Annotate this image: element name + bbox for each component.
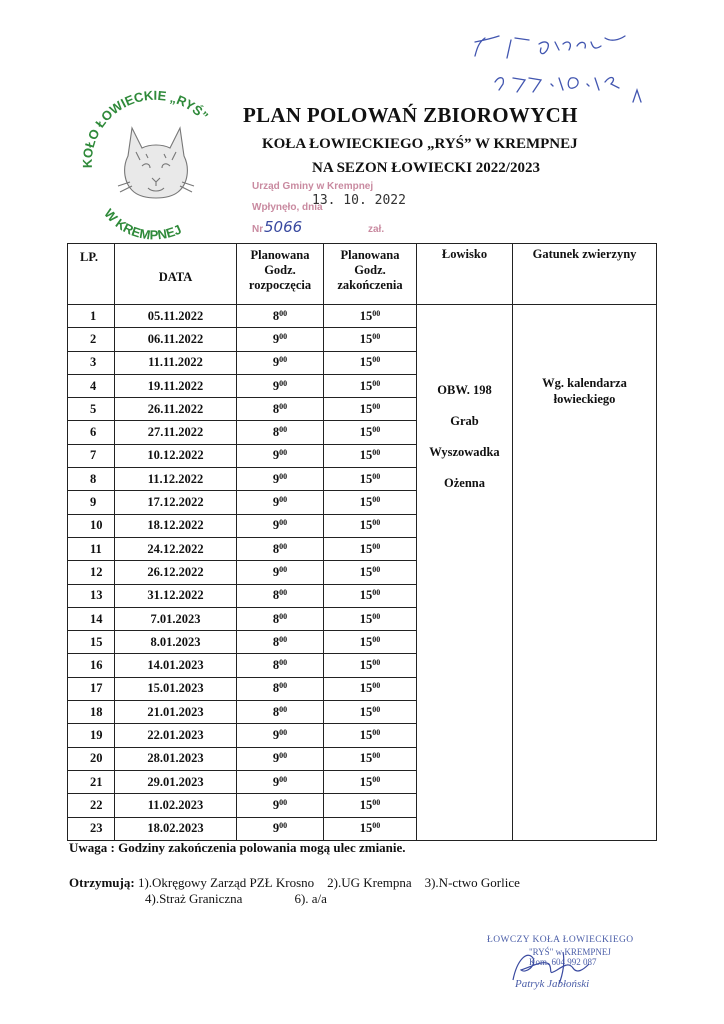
- recipients-label: Otrzymują:: [69, 875, 135, 890]
- row-end-time: $15^{00}$: [324, 514, 417, 537]
- row-start-time: $9^{00}$: [237, 747, 324, 770]
- row-lp: 23: [68, 817, 115, 840]
- row-date: 19.11.2022: [115, 374, 237, 397]
- row-end-time: $15^{00}$: [324, 561, 417, 584]
- row-lp: 19: [68, 724, 115, 747]
- row-date: 15.01.2023: [115, 677, 237, 700]
- row-date: 11.02.2023: [115, 794, 237, 817]
- row-date: 11.12.2022: [115, 468, 237, 491]
- row-lp: 1: [68, 305, 115, 328]
- row-end-time: $15^{00}$: [324, 584, 417, 607]
- note-text: Uwaga : Godziny zakończenia polowania mogą ulec zmianie.: [69, 840, 406, 855]
- row-date: 11.11.2022: [115, 351, 237, 374]
- row-date: 7.01.2023: [115, 607, 237, 630]
- row-start-time: $8^{00}$: [237, 654, 324, 677]
- row-start-time: $8^{00}$: [237, 677, 324, 700]
- handwritten-note: [455, 28, 685, 108]
- row-end-time: $15^{00}$: [324, 305, 417, 328]
- row-start-time: $9^{00}$: [237, 468, 324, 491]
- row-end-time: $15^{00}$: [324, 770, 417, 793]
- row-start-time: $9^{00}$: [237, 770, 324, 793]
- stamp-office: Urząd Gminy w Krempnej: [252, 181, 374, 192]
- recipients-line-1: [69, 875, 520, 891]
- stamp-number-label: Nr: [252, 224, 264, 235]
- row-date: 22.01.2023: [115, 724, 237, 747]
- row-start-time: $9^{00}$: [237, 374, 324, 397]
- signature-stamp-club: "RYŚ" w KREMPNEJ: [529, 947, 611, 957]
- row-end-time: $15^{00}$: [324, 607, 417, 630]
- stamp-number-value: 5066: [264, 218, 303, 236]
- game-species-cell: Wg. kalendarza łowieckiego: [513, 305, 657, 841]
- row-start-time: $8^{00}$: [237, 701, 324, 724]
- row-start-time: $9^{00}$: [237, 724, 324, 747]
- row-end-time: $15^{00}$: [324, 794, 417, 817]
- row-lp: 3: [68, 351, 115, 374]
- row-end-time: $15^{00}$: [324, 491, 417, 514]
- row-lp: 16: [68, 654, 115, 677]
- row-start-time: $9^{00}$: [237, 444, 324, 467]
- row-lp: 7: [68, 444, 115, 467]
- row-start-time: $9^{00}$: [237, 561, 324, 584]
- row-end-time: $15^{00}$: [324, 817, 417, 840]
- page-subtitle-season: NA SEZON ŁOWIECKI 2022/2023: [312, 160, 540, 176]
- row-date: 10.12.2022: [115, 444, 237, 467]
- hunting-ground-line: OBW. 198: [437, 383, 492, 397]
- row-date: 26.12.2022: [115, 561, 237, 584]
- signature-stamp-phone: Kom. 604 992 087: [529, 957, 597, 967]
- row-end-time: $15^{00}$: [324, 747, 417, 770]
- row-start-time: $9^{00}$: [237, 817, 324, 840]
- row-end-time: $15^{00}$: [324, 374, 417, 397]
- row-end-time: $15^{00}$: [324, 724, 417, 747]
- row-start-time: $8^{00}$: [237, 537, 324, 560]
- svg-text:W KREMPNEJ: [101, 206, 184, 243]
- page-title: PLAN POLOWAŃ ZBIOROWYCH: [243, 103, 578, 127]
- row-lp: 8: [68, 468, 115, 491]
- hunting-ground-line: Wyszowadka: [429, 445, 500, 459]
- row-lp: 2: [68, 328, 115, 351]
- row-start-time: $9^{00}$: [237, 514, 324, 537]
- row-lp: 22: [68, 794, 115, 817]
- page-subtitle-club: KOŁA ŁOWIECKIEGO „RYŚ” W KREMPNEJ: [262, 136, 578, 152]
- signature-stamp-title: ŁOWCZY KOŁA ŁOWIECKIEGO: [487, 935, 634, 945]
- row-lp: 10: [68, 514, 115, 537]
- row-start-time: $8^{00}$: [237, 631, 324, 654]
- logo-top-text: KOŁO ŁOWIECKIE „RYŚ”: [79, 87, 212, 169]
- row-date: 26.11.2022: [115, 398, 237, 421]
- row-start-time: $8^{00}$: [237, 421, 324, 444]
- row-date: 05.11.2022: [115, 305, 237, 328]
- row-date: 24.12.2022: [115, 537, 237, 560]
- row-lp: 17: [68, 677, 115, 700]
- row-date: 18.02.2023: [115, 817, 237, 840]
- row-lp: 4: [68, 374, 115, 397]
- row-lp: 12: [68, 561, 115, 584]
- row-lp: 13: [68, 584, 115, 607]
- hunt-schedule-table: [67, 243, 657, 841]
- hunting-ground-line: Ożenna: [444, 476, 485, 490]
- header-lp: LP.: [68, 244, 115, 305]
- row-lp: 9: [68, 491, 115, 514]
- row-end-time: $15^{00}$: [324, 398, 417, 421]
- header-end-time: Planowana Godz. zakończenia: [324, 244, 417, 305]
- header-hunting-ground: Łowisko: [417, 244, 513, 305]
- row-end-time: $15^{00}$: [324, 444, 417, 467]
- row-lp: 21: [68, 770, 115, 793]
- row-start-time: $8^{00}$: [237, 607, 324, 630]
- row-date: 8.01.2023: [115, 631, 237, 654]
- row-start-time: $8^{00}$: [237, 584, 324, 607]
- header-date: DATA: [115, 244, 237, 305]
- row-date: 18.12.2022: [115, 514, 237, 537]
- row-date: 06.11.2022: [115, 328, 237, 351]
- row-date: 17.12.2022: [115, 491, 237, 514]
- row-end-time: $15^{00}$: [324, 468, 417, 491]
- row-date: 27.11.2022: [115, 421, 237, 444]
- table-header-row: [68, 244, 657, 305]
- stamp-attachments: zał.: [368, 224, 385, 235]
- club-logo: [70, 86, 240, 246]
- row-date: 29.01.2023: [115, 770, 237, 793]
- header-game-species: Gatunek zwierzyny: [513, 244, 657, 305]
- row-start-time: $9^{00}$: [237, 491, 324, 514]
- table-row: [68, 305, 657, 328]
- row-lp: 6: [68, 421, 115, 444]
- stamp-received-label: Wpłynęło, dnia: [252, 202, 323, 213]
- row-end-time: $15^{00}$: [324, 701, 417, 724]
- row-end-time: $15^{00}$: [324, 351, 417, 374]
- row-lp: 18: [68, 701, 115, 724]
- row-end-time: $15^{00}$: [324, 654, 417, 677]
- row-start-time: $8^{00}$: [237, 305, 324, 328]
- logo-bottom-text: W KREMPNEJ: [101, 205, 184, 243]
- row-end-time: $15^{00}$: [324, 537, 417, 560]
- row-lp: 14: [68, 607, 115, 630]
- row-end-time: $15^{00}$: [324, 631, 417, 654]
- hunting-ground-line: Grab: [450, 414, 479, 428]
- recipients-list-2: 4).Straż Graniczna 6). a/a: [145, 891, 327, 906]
- recipients-list-1: 1).Okręgowy Zarząd PZŁ Krosno 2).UG Krempna 3).N-ctwo Gorlice: [137, 875, 520, 890]
- row-date: 14.01.2023: [115, 654, 237, 677]
- signature-stamp-name: Patryk Jabłoński: [515, 978, 590, 990]
- lynx-head-icon: [118, 128, 194, 198]
- stamp-received-date: 13. 10. 2022: [312, 193, 406, 208]
- row-lp: 11: [68, 537, 115, 560]
- row-date: 21.01.2023: [115, 701, 237, 724]
- row-lp: 20: [68, 747, 115, 770]
- row-date: 28.01.2023: [115, 747, 237, 770]
- row-date: 31.12.2022: [115, 584, 237, 607]
- row-end-time: $15^{00}$: [324, 328, 417, 351]
- row-start-time: $9^{00}$: [237, 351, 324, 374]
- header-start-time: Planowana Godz. rozpoczęcia: [237, 244, 324, 305]
- row-start-time: $9^{00}$: [237, 794, 324, 817]
- row-start-time: $8^{00}$: [237, 398, 324, 421]
- row-lp: 5: [68, 398, 115, 421]
- row-lp: 15: [68, 631, 115, 654]
- row-start-time: $9^{00}$: [237, 328, 324, 351]
- row-end-time: $15^{00}$: [324, 421, 417, 444]
- hunting-ground-cell: [417, 305, 513, 841]
- row-end-time: $15^{00}$: [324, 677, 417, 700]
